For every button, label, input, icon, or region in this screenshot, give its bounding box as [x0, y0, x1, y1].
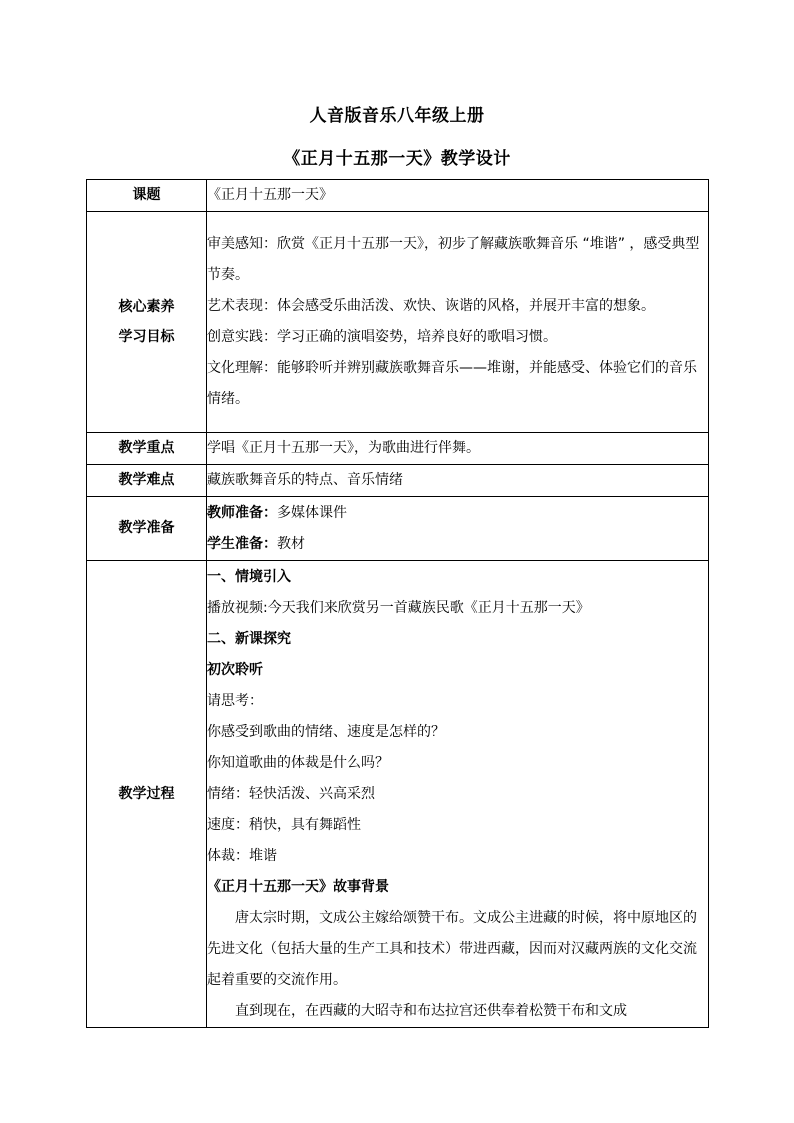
answer-tempo: 速度：稍快，具有舞蹈性 [207, 817, 361, 833]
key-point-value: 学唱《正月十五那一天》，为歌曲进行伴舞。 [207, 433, 709, 465]
question-1: 你感受到歌曲的情绪、速度是怎样的？ [207, 724, 445, 740]
story-background-heading: 《正月十五那一天》故事背景 [207, 879, 389, 895]
topic-value: 《正月十五那一天》 [207, 180, 709, 212]
goal-aesthetic: 审美感知：欣赏《正月十五那一天》，初步了解藏族歌舞音乐 “堆谐” ，感受典型节奏。 [207, 236, 700, 283]
document-title: 人音版音乐八年级上册 [309, 106, 485, 126]
document-subtitle: 《正月十五那一天》教学设计 [283, 149, 511, 169]
section-intro-heading: 一、情境引入 [207, 569, 291, 585]
preparation-label: 教学准备 [87, 497, 207, 561]
process-content [207, 561, 709, 1028]
answer-mood: 情绪：轻快活泼、兴高采烈 [207, 786, 375, 802]
question-intro: 请思考： [207, 693, 263, 709]
table-row-topic [87, 180, 709, 212]
teacher-preparation [207, 498, 708, 529]
first-listening-heading: 初次聆听 [207, 662, 263, 678]
table-row-preparation [87, 497, 709, 561]
story-paragraph-1: 唐太宗时期，文成公主嫁给颂赞干布。文成公主进藏的时候，将中原地区的先进文化（包括大量的生产工具和技术）带进西藏，因而对汉藏两族的文化交流起着重要的交流作用。 [207, 910, 697, 988]
difficulty-label: 教学难点 [87, 465, 207, 497]
key-point-label: 教学重点 [87, 433, 207, 465]
topic-label: 课题 [87, 180, 207, 212]
table-row-key-point [87, 433, 709, 465]
student-preparation-value: 教材 [277, 535, 305, 552]
section-explore-heading: 二、新课探究 [207, 631, 291, 647]
table-row-goals [87, 212, 709, 433]
preparation-content [207, 497, 709, 561]
lesson-plan-table [86, 179, 709, 1028]
question-2: 你知道歌曲的体裁是什么吗？ [207, 755, 389, 771]
goals-content [207, 212, 709, 433]
goals-label-line2: 学习目标 [118, 329, 175, 345]
teacher-preparation-label: 教师准备： [207, 504, 277, 521]
student-preparation [207, 529, 708, 560]
table-row-difficulty [87, 465, 709, 497]
goals-label-line1: 核心素养 [118, 299, 175, 315]
difficulty-value: 藏族歌舞音乐的特点、音乐情绪 [207, 465, 709, 497]
goals-label [87, 212, 207, 433]
goal-creative: 创意实践：学习正确的演唱姿势，培养良好的歌唱习惯。 [207, 329, 557, 345]
student-preparation-label: 学生准备： [207, 535, 277, 552]
process-label: 教学过程 [87, 561, 207, 1028]
section-intro-text: 播放视频:今天我们来欣赏另一首藏族民歌《正月十五那一天》 [207, 600, 590, 616]
story-paragraph-2: 直到现在，在西藏的大昭寺和布达拉宫还供奉着松赞干布和文成 [235, 1003, 627, 1019]
table-row-process [87, 561, 709, 1028]
answer-genre: 体裁：堆谐 [207, 848, 277, 864]
goal-cultural: 文化理解：能够聆听并辨别藏族歌舞音乐——堆谢，并能感受、体验它们的音乐情绪。 [207, 360, 697, 407]
goal-artistic: 艺术表现：体会感受乐曲活泼、欢快、诙谐的风格，并展开丰富的想象。 [207, 298, 655, 314]
teacher-preparation-value: 多媒体课件 [277, 504, 347, 521]
